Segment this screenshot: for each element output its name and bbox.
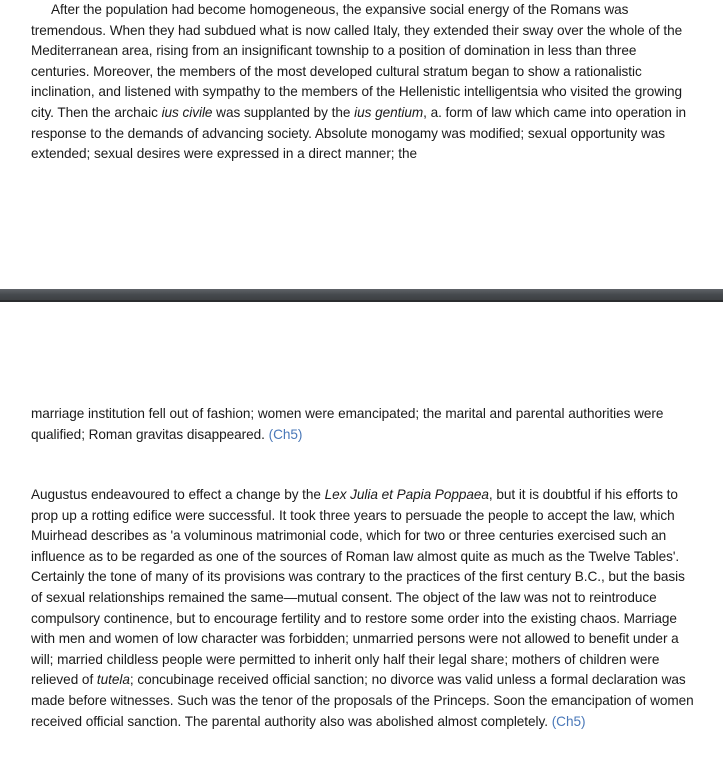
chapter-reference-link[interactable]: (Ch5) (551, 713, 586, 729)
italic-term-ius-gentium: ius gentium (354, 104, 424, 120)
paragraph-text: , a. form of law which came into operation in response to the demands of advancing society. Absolute monogamy was modified; sexual opportunity was extended; sexual desires were expressed in a direct manner; the (31, 104, 687, 162)
paragraph-text: marriage institution fell out of fashion; women were emancipated; the marital and parental authorities were qualified; Roman gravitas disappeared. (31, 406, 664, 442)
paragraph-augustus-law (31, 485, 697, 732)
paragraph-text: ; concubinage received official sanction; no divorce was valid unless a formal declaration was made before witnesses. Such was the tenor of the proposals of the Princeps. Soon the emancipation of women received official sanction. The parental authority also was abolished almost completely. (31, 672, 694, 729)
paragraph-text: Augustus endeavoured to effect a change by the (31, 487, 325, 502)
paragraph-text: was supplanted by the (212, 104, 355, 120)
document-page-bottom (0, 302, 723, 758)
paragraph-text: After the population had become homogeneous, the expansive social energy of the Romans was tremendous. When they had subdued what is now called Italy, they extended their sway over the whole of the Mediterranean area, rising from an insignificant township to a position of domination in less than three centuries. Moreover, the members of the most developed cultural stratum began to show a rationalistic inclination, and listened with sympathy to the members of the Hellenistic intelligentsia who visited the growing city. Then the archaic (31, 2, 683, 120)
paragraph-marriage-institution (31, 404, 697, 445)
paragraph-roman-expansion (31, 0, 697, 165)
paragraph-text: , but it is doubtful if his efforts to prop up a rotting edifice were successful. It took three years to persuade the people to accept the law, which Muirhead describes as 'a voluminous matrimonial code, which for two or three centuries exercised such an influence as to be regarded as one of the sources of Roman law almost quite as much as the Twelve Tables'. Certainly the tone of many of its provisions was contrary to the practices of the first century B.C., but the basis of sexual relationships remained the same—mutual consent. The object of the law was not to reintroduce compulsory continence, but to encourage fertility and to restore some order into the existing chaos. Marriage with men and women of low character was forbidden; unmarried persons were not allowed to benefit under a will; married childless people were permitted to inherit only half their legal share; mothers of children were relieved of (31, 487, 685, 688)
italic-term-tutela: tutela (96, 672, 130, 688)
italic-term-lex-julia: Lex Julia et Papia Poppaea (324, 487, 489, 502)
chapter-reference-link[interactable]: (Ch5) (268, 426, 303, 442)
italic-term-ius-civile: ius civile (161, 104, 213, 120)
document-page-top (0, 0, 723, 289)
page-separator (0, 289, 723, 302)
